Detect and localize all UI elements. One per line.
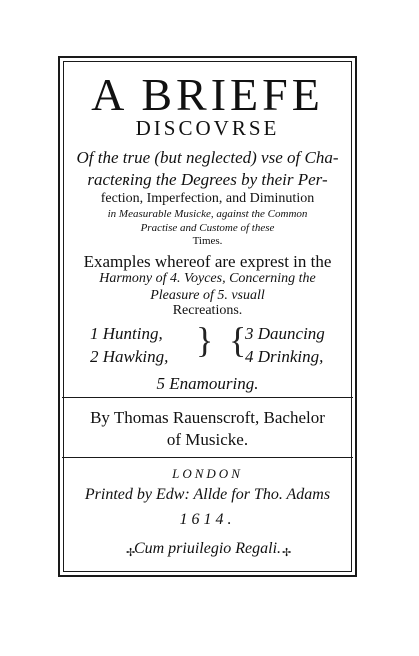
subtitle: DISCOVRSE [135,116,280,140]
description-line-4: in Measurable Musicke, against the Common [107,208,308,220]
description-line-5: Practise and Custome of these [140,222,275,234]
imprint-city: LONDON [172,466,243,481]
description-line-2: racteʀing the Degrees by their Per- [87,170,328,189]
recreation-drinking: 4 Drinking, [245,347,324,366]
left-brace-icon: { [229,320,247,360]
recreation-hawking: 2 Hawking, [90,347,169,366]
description-line-6: Times. [192,235,223,247]
right-ornament-icon: ✢ [282,547,294,559]
examples-line-3: Pleasure of 5. vsuall [150,288,265,303]
divider-bottom [62,457,353,458]
imprint-year: 1614. [179,511,236,528]
author-line-2: of Musicke. [166,430,249,449]
examples-line-2: Harmony of 4. Voyces, Concerning the [99,271,316,286]
right-brace-icon: } [196,320,214,360]
author-line-1: By Thomas Rauenscroft, Bachelor [90,408,325,427]
recreation-dauncing: 3 Dauncing [245,324,325,343]
examples-line-1: Examples whereof are exprest in the [83,252,332,271]
title: A BRIEFE [91,69,324,120]
imprint-printer: Printed by Edw: Allde for Tho. Adams [84,486,331,503]
description-line-3: fection, Imperfection, and Diminution [100,191,315,206]
recreation-hunting: 1 Hunting, [90,324,163,343]
recreation-enamouring: 5 Enamouring. [156,374,259,393]
divider-top [62,397,353,398]
left-ornament-icon: ✢ [126,547,138,559]
privilege-line: Cum priuilegio Regali. [133,540,282,557]
description-line-1: Of the true (but neglected) vse of Cha- [76,148,339,167]
examples-line-4: Recreations. [172,303,243,318]
